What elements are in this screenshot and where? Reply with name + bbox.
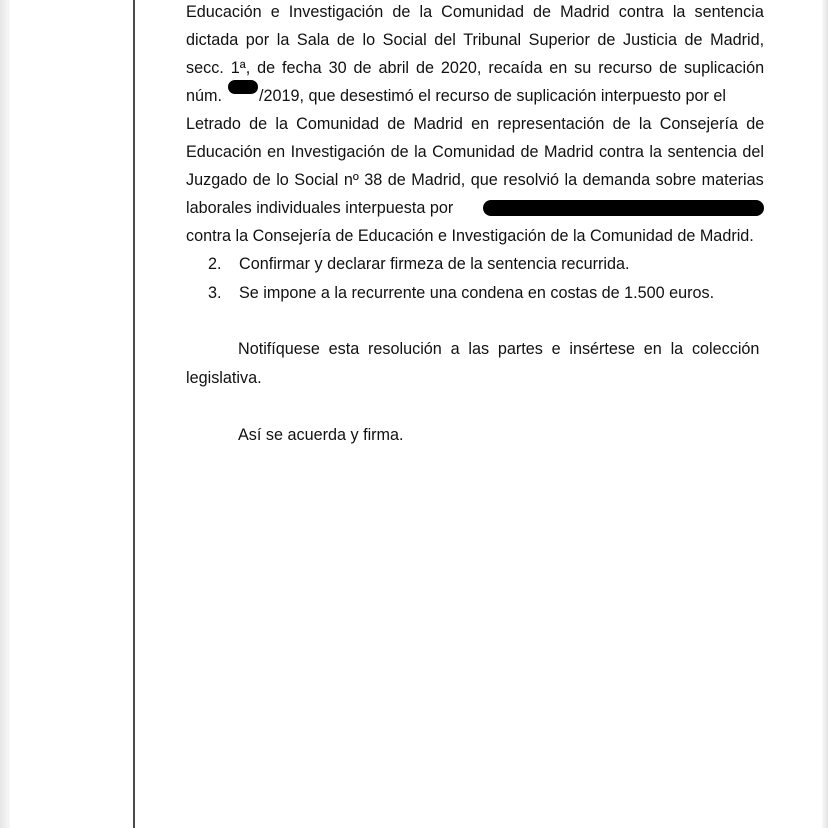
closing-statement [238,421,404,450]
text-line-8-content: laborales individuales interpuesta por [186,199,454,217]
notification-text-1: Notifíquese esta resolución a las partes e insértese en la colección [238,340,760,358]
list-item-number: 2. [208,255,222,273]
text-line-7 [186,166,764,195]
redaction-case-number [228,80,258,94]
text-line-3 [186,54,764,83]
text-line-4-content: /2019, que desestimó el recurso de suplicación interpuesto por el [259,87,727,105]
text-line-4 [186,82,764,111]
text-line-7-content: Juzgado de lo Social nº 38 de Madrid, que resolvió la demanda sobre materias [186,171,764,189]
list-item-text: Se impone a la recurrente una condena en costas de 1.500 euros. [239,284,715,302]
text-line-8 [186,194,764,223]
margin-line [133,0,135,828]
list-item-2 [208,250,629,279]
text-line-6-content: Educación en Investigación de la Comunidad de Madrid contra la sentencia del [186,143,764,161]
redaction-party-name [483,200,764,216]
text-line-1 [186,0,764,27]
notification-text-2: legislativa. [186,369,262,387]
page-edge-right [822,0,828,828]
text-line-5 [186,110,764,139]
notification-line-1 [238,335,764,364]
text-line-3-content: secc. 1ª, de fecha 30 de abril de 2020, recaída en su recurso de suplicación [186,59,765,77]
text-line-2-content: dictada por la Sala de lo Social del Tribunal Superior de Justicia de Madrid, [186,31,765,49]
text-line-1-content: Educación e Investigación de la Comunidad de Madrid contra la sentencia [186,3,764,21]
text-line-9 [186,222,764,251]
text-line-6 [186,138,764,167]
notification-line-2 [186,364,262,393]
list-item-number: 3. [208,284,222,302]
text-line-2 [186,26,764,55]
page-edge-left [0,0,10,828]
text-line-5-content: Letrado de la Comunidad de Madrid en representación de la Consejería de [186,115,765,133]
list-item-3 [208,279,714,308]
closing-text: Así se acuerda y firma. [238,426,404,444]
list-item-text: Confirmar y declarar firmeza de la sentencia recurrida. [239,255,630,273]
case-number-prefix: núm. [186,87,222,105]
text-line-9-content: contra la Consejería de Educación e Investigación de la Comunidad de Madrid. [186,227,754,245]
